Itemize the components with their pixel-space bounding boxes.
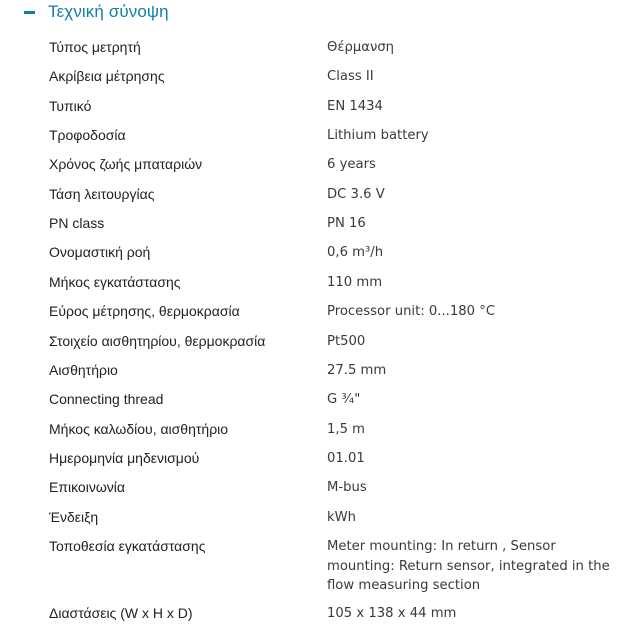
spec-label: Τοποθεσία εγκατάστασης [49, 538, 206, 554]
spec-value: 105 x 138 x 44 mm [327, 606, 457, 621]
spec-label: PN class [49, 215, 105, 231]
spec-value: Meter mounting: In return , Sensor mounting: Return sensor, integrated in the flow measuring section [327, 539, 610, 593]
spec-value: 01.01 [327, 451, 365, 466]
spec-label: Εύρος μέτρησης, θερμοκρασία [49, 303, 240, 319]
spec-label: Connecting thread [49, 391, 164, 407]
spec-value: DC 3.6 V [327, 187, 385, 202]
spec-label: Επικοινωνία [49, 479, 125, 495]
section-header[interactable] [24, 0, 169, 24]
spec-value: kWh [327, 510, 357, 525]
spec-value: PN 16 [327, 216, 366, 231]
spec-label: Μήκος καλωδίου, αισθητήριο [49, 421, 229, 437]
spec-label: Αισθητήριο [49, 362, 118, 378]
spec-value: M-bus [327, 480, 367, 495]
spec-label: Ακρίβεια μέτρησης [49, 68, 165, 84]
collapse-minus-icon[interactable] [24, 11, 35, 14]
spec-value: 27.5 mm [327, 363, 387, 378]
spec-value: 0,6 m³/h [327, 245, 384, 260]
spec-label: Τροφοδοσία [49, 127, 126, 143]
spec-value: Class II [327, 69, 374, 84]
spec-label: Στοιχείο αισθητηρίου, θερμοκρασία [49, 333, 266, 349]
spec-value: EN 1434 [327, 99, 383, 114]
spec-value: Θέρμανση [327, 40, 395, 55]
spec-value: 110 mm [327, 275, 383, 290]
spec-label: Ονομαστική ροή [49, 244, 151, 260]
spec-label: Ένδειξη [49, 509, 99, 525]
spec-value: G ¾" [327, 392, 361, 407]
spec-value: Pt500 [327, 334, 366, 349]
spec-value: Processor unit: 0...180 °C [327, 304, 496, 319]
spec-value: Lithium battery [327, 128, 429, 143]
spec-label: Τύπος μετρητή [49, 39, 141, 55]
spec-label: Ημερομηνία μηδενισμού [49, 450, 200, 466]
spec-label: Διαστάσεις (W x H x D) [49, 605, 193, 621]
spec-label: Τυπικό [49, 98, 92, 114]
section-title: Τεχνική σύνοψη [48, 2, 169, 21]
spec-value: 6 years [327, 157, 376, 172]
spec-label: Μήκος εγκατάστασης [49, 274, 181, 290]
spec-label: Χρόνος ζωής μπαταριών [49, 156, 203, 172]
spec-value: 1,5 m [327, 422, 366, 437]
spec-label: Τάση λειτουργίας [49, 186, 155, 202]
